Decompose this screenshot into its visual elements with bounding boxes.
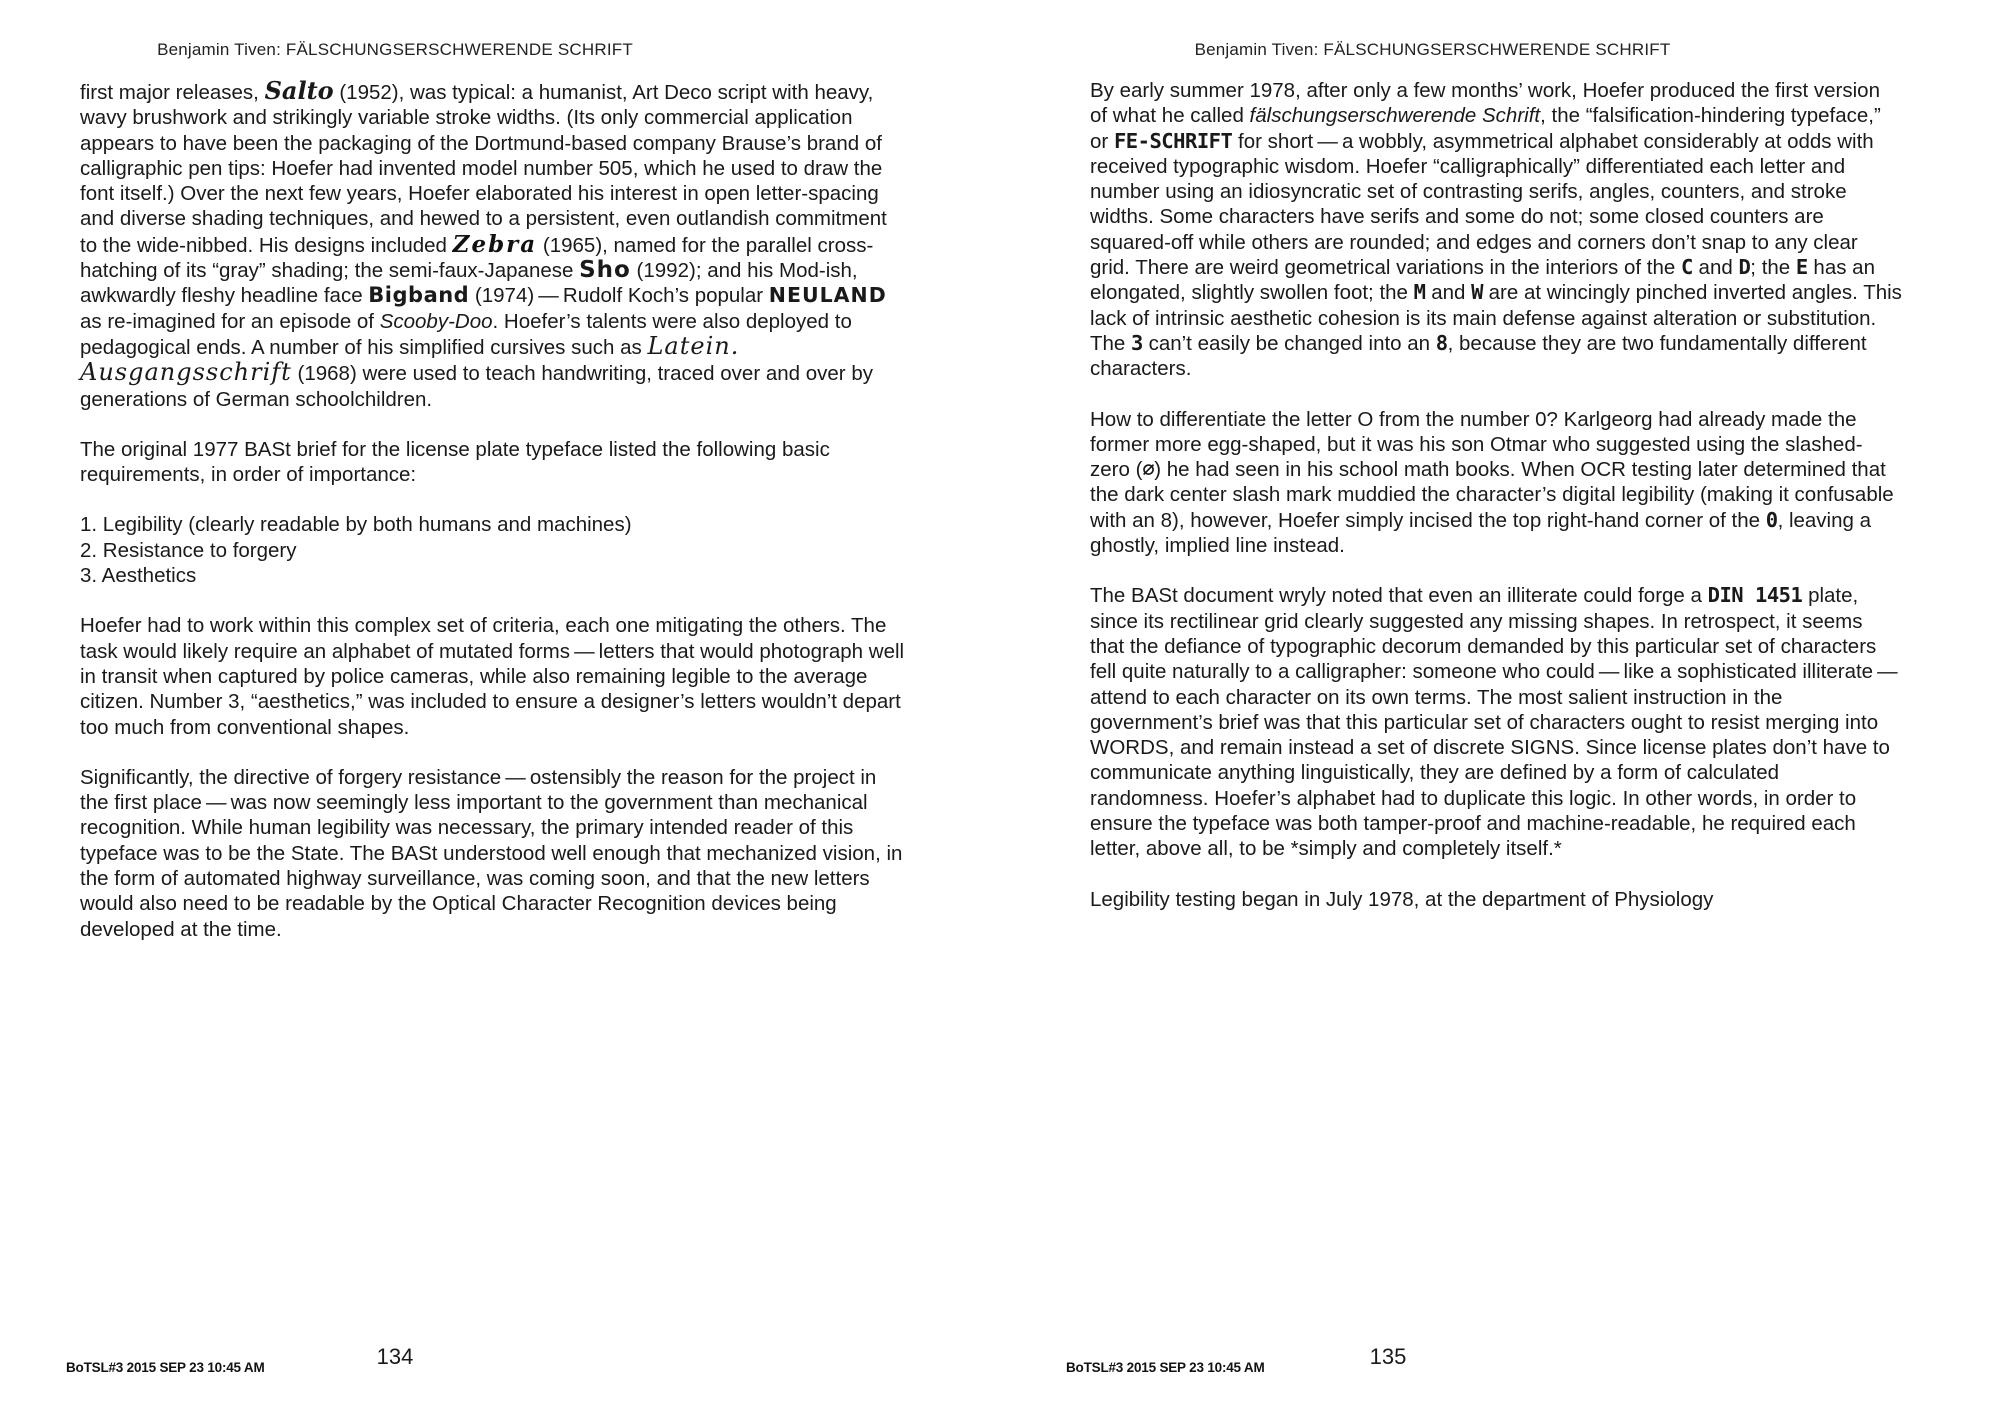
text-run: 3. Aesthetics — [80, 564, 197, 588]
specimen-zebra: Zebra — [452, 230, 538, 258]
text-run: are at wincingly pinched inverted angles. This lack of intrinsic aesthetic cohesion is its main defense against alteration or substitution. The — [1090, 281, 1902, 355]
imprint-timestamp: BoTSL#3 2015 SEP 23 10:45 AM — [66, 1360, 265, 1375]
specimen-plate: 0 — [1765, 507, 1778, 532]
paragraph — [80, 538, 906, 563]
specimen-plate: D — [1738, 255, 1751, 280]
paragraph — [1090, 583, 1902, 861]
specimen-script: Latein. Ausgangsschrift — [80, 331, 740, 387]
page-text — [80, 78, 906, 967]
text-run: plate, since its rectilinear grid clearly suggested any missing shapes. In retrospect, it seems that the defiance of typographic decorum demanded by this particular set of characters fell quite naturally to a calligrapher: someone who could — like a sophisticated illiterate — attend to each character on its own terms. The most salient instruction in the government’s brief was that this particular set of characters ought to resist merging into WORDS, and remain instead a set of discrete SIGNS. Since license plates don’t have to communicate anything linguistically, they are defined by a form of calculated randomness. Hoefer’s alphabet had to duplicate this logic. In other words, in order to ensure the typeface was both tamper-proof and machine-readable, he required each letter, above all, to be *simply and completely itself.* — [1090, 584, 1902, 861]
paragraph — [80, 563, 906, 588]
text-run: (1952), was typical: a humanist, Art Deco script with heavy, wavy brushwork and strikingly variable stroke widths. (Its only commercial application appears to have been the packaging of the Dortmund-based company Brause’s brand of calligraphic pen tips: Hoefer had invented model number 505, which he used to draw the font itself.) Over the next few years, Hoefer elaborated his interest in open letter-spacing and diverse shading techniques, and hewed to a persistent, even outlandish commitment to the wide-nibbed. His designs included — [80, 81, 887, 257]
text-run: and — [1692, 256, 1739, 280]
imprint-timestamp: BoTSL#3 2015 SEP 23 10:45 AM — [1066, 1360, 1265, 1375]
text-run: , leaving a ghostly, implied line instead. — [1090, 508, 1872, 558]
paragraph — [1090, 407, 1902, 559]
specimen-bigband: Bigband — [368, 283, 470, 308]
page-135 — [1000, 0, 2000, 1424]
paragraph — [1090, 887, 1902, 912]
specimen-salto: Salto — [264, 76, 334, 105]
specimen-i: fälschungserschwerende Schrift — [1249, 104, 1541, 128]
text-run: (1965), named for the parallel cross-hatching of its “gray” shading; the semi-faux-Japanese — [80, 233, 874, 283]
specimen-plate: C — [1681, 255, 1693, 280]
specimen-plate: M — [1413, 280, 1426, 305]
text-run: Hoefer had to work within this complex set of criteria, each one mitigating the others. The task would likely require an alphabet of mutated forms — letters that would photograph well in transit when captured by police cameras, while also remaining legible to the average citizen. Number 3, “aesthetics,” was included to ensure a designer’s letters wouldn’t depart too much from conventional shapes. — [80, 614, 905, 739]
paragraph — [80, 512, 906, 537]
paragraph — [1090, 78, 1902, 382]
paragraph — [80, 613, 906, 739]
text-run: The BASt document wryly noted that even an illiterate could forge a — [1090, 584, 1708, 608]
page-number: 135 — [1369, 1344, 1407, 1369]
text-run: and — [1425, 281, 1472, 305]
text-run: ; the — [1750, 256, 1796, 280]
text-run: 2. Resistance to forgery — [80, 538, 297, 562]
text-run: has an elongated, slightly swollen foot; the — [1090, 256, 1875, 305]
text-run: , the “falsification-hindering typeface,” or — [1090, 104, 1881, 153]
specimen-plate: W — [1471, 280, 1483, 305]
specimen-sho: Sho — [579, 257, 631, 284]
specimen-plate: ∅ — [1142, 457, 1155, 482]
specimen-plate: E — [1795, 255, 1808, 280]
text-run: (1968) were used to teach handwriting, traced over and over by generations of German schoolchildren. — [80, 362, 873, 411]
text-run: . Hoefer’s talents were also deployed to pedagogical ends. A number of his simplified cursives such as — [80, 309, 852, 359]
text-run: first major releases, — [80, 81, 265, 104]
text-run: Legibility testing began in July 1978, at the department of Physiology — [1090, 887, 1714, 911]
text-run: 1. Legibility (clearly readable by both humans and machines) — [80, 513, 632, 537]
specimen-plate: 8 — [1435, 330, 1448, 355]
text-run: for short — a wobbly, asymmetrical alphabet considerably at odds with received typographic wisdom. Hoefer “calligraphically” differentiated each letter and number using an idiosyncratic set of contrasting serifs, angles, counters, and stroke widths. Some characters have serifs and some do not; some closed counters are squared-off while others are rounded; and edges and corners don’t snap to any clear grid. There are weird geometrical variations in the interiors of the — [1090, 129, 1874, 280]
running-header: Benjamin Tiven: FÄLSCHUNGSERSCHWERENDE SCHRIFT — [157, 40, 633, 59]
text-run: Significantly, the directive of forgery resistance — ostensibly the reason for the project in the first place — was now seemingly less important to the government than mechanical recognition. While human legibility was necessary, the primary intended reader of this typeface was to be the State. The BASt understood well enough that mechanized vision, in the form of automated highway surveillance, was coming soon, and that the new letters would also need to be readable by the Optical Character Recognition devices being developed at the time. — [80, 765, 903, 941]
text-run: How to differentiate the letter O from the number 0? Karlgeorg had already made the former more egg-shaped, but it was his son Otmar who suggested using the slashed-zero ( — [1090, 407, 1863, 482]
page-text — [1090, 78, 1902, 937]
specimen-plate: 3 — [1131, 330, 1143, 355]
text-run: , because they are two fundamentally different characters. — [1090, 331, 1867, 381]
text-run: ) he had seen in his school math books. When OCR testing later determined that the dark center slash mark muddied the character’s digital legibility (making it confusable with an 8), however, Hoefer simply incised the top right-hand corner of the — [1090, 458, 1894, 532]
text-run: can’t easily be changed into an — [1142, 331, 1436, 355]
text-run: as re-imagined for an episode of — [80, 309, 380, 333]
paragraph — [80, 78, 906, 412]
specimen-i: Scooby-Doo — [379, 309, 493, 333]
running-header: Benjamin Tiven: FÄLSCHUNGSERSCHWERENDE SCHRIFT — [1194, 40, 1671, 59]
text-run: By early summer 1978, after only a few months’ work, Hoefer produced the first version of what he called — [1090, 79, 1880, 128]
text-run: (1992); and his Mod-ish, awkwardly fleshy headline face — [80, 259, 858, 308]
specimen-plate: FE-SCHRIFT — [1113, 128, 1233, 153]
text-run: The original 1977 BASt brief for the license plate typeface listed the following basic requirements, in order of importance: — [80, 437, 830, 487]
page-number: 134 — [376, 1344, 414, 1369]
text-run: (1974) — Rudolf Koch’s popular — [469, 284, 769, 308]
specimen-neuland: NEULAND — [768, 283, 887, 308]
specimen-plate: DIN 1451 — [1707, 583, 1803, 608]
paragraph — [80, 437, 906, 488]
paragraph — [80, 765, 906, 942]
